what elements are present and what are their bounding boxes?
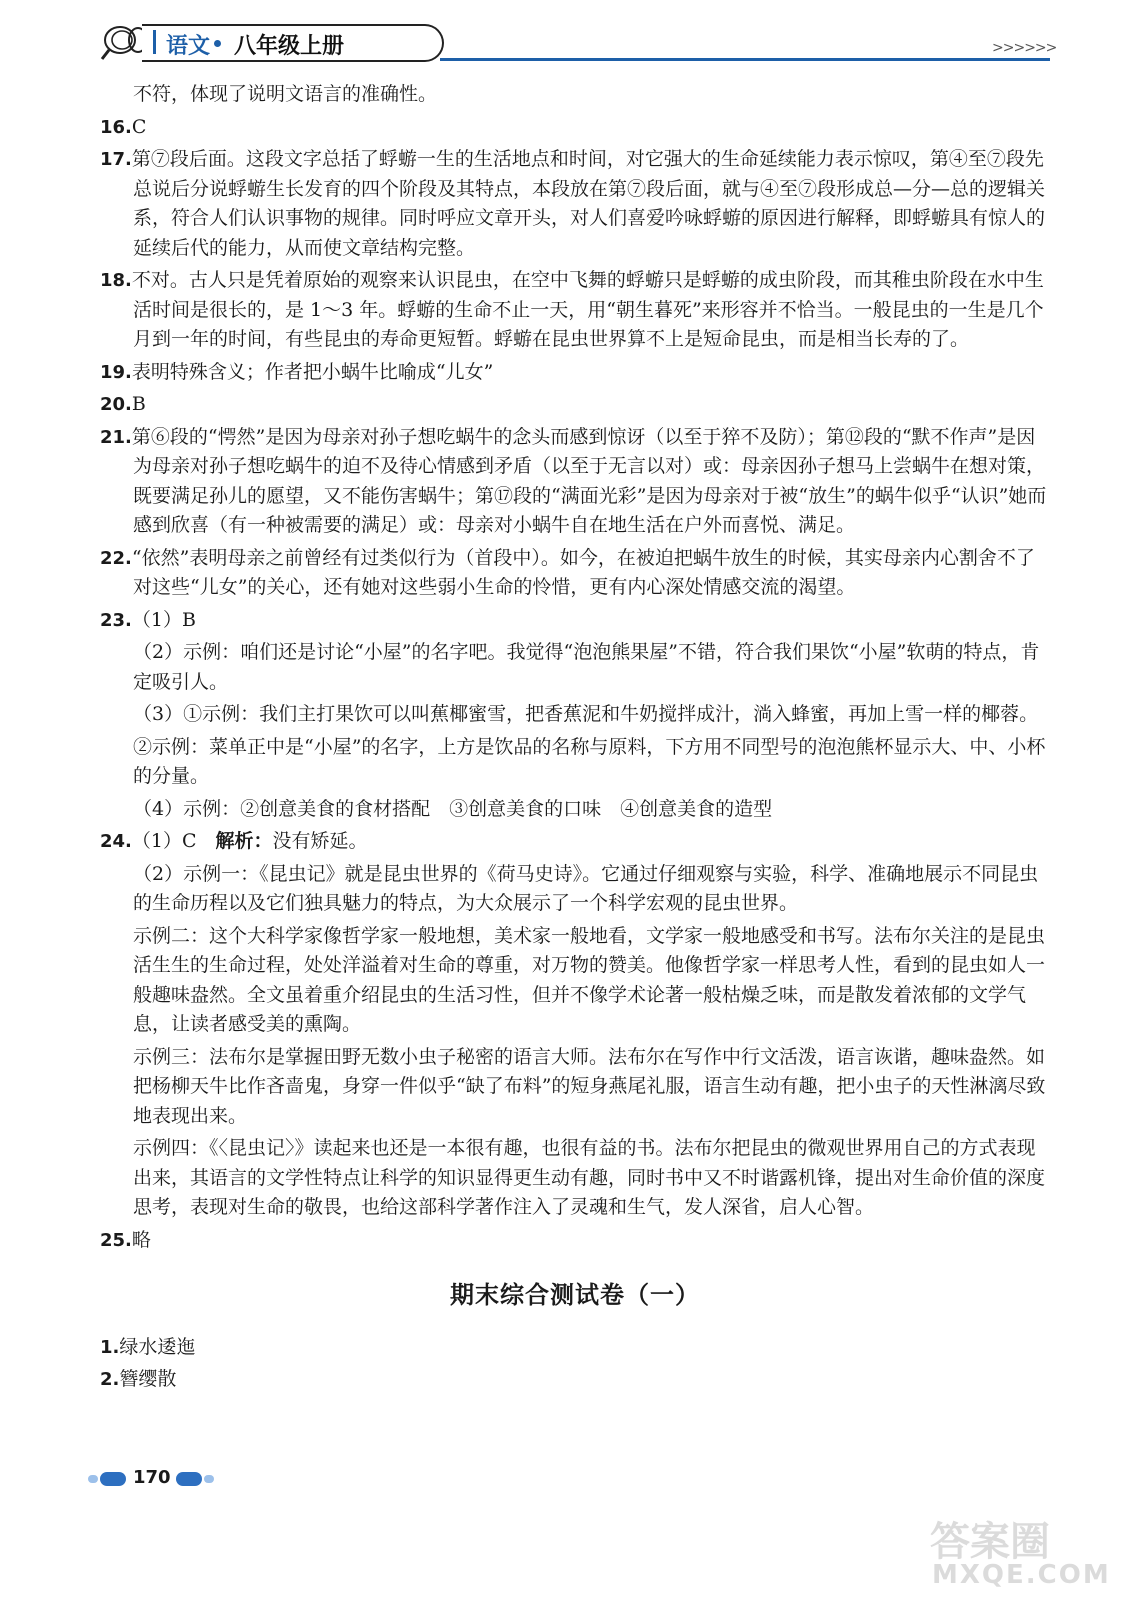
answer-23-part: （3）①示例：我们主打果饮可以叫蕉椰蜜雪，把香蕉泥和牛奶搅拌成汁，淌入蜂蜜，再加上雪一样的椰蓉。 — [133, 703, 1039, 725]
answer-text: 绿水逶迤 — [119, 1335, 196, 1358]
answer-24 — [100, 827, 1050, 857]
page-header — [0, 0, 1122, 80]
page-dot-decoration — [100, 1472, 126, 1486]
page-number: 170 — [133, 1467, 171, 1488]
answer-text: （1）C — [131, 830, 216, 852]
watermark-url: MXQE.COM — [932, 1560, 1111, 1590]
answer-25 — [100, 1226, 1050, 1256]
answer-text: （1）B — [131, 608, 196, 631]
answer-number: 18. — [100, 270, 132, 291]
section-answer-1 — [100, 1333, 1050, 1363]
answer-number: 1. — [100, 1336, 120, 1358]
answer-24-part: 示例三：法布尔是掌握田野无数小虫子秘密的语言大师。法布尔在写作中行文活泼，语言诙谐，趣味盎然。如把杨柳天牛比作吝啬鬼，身穿一件似乎“缺了布料”的短身燕尾礼服，语言生动有趣，把小虫子的天性淋漓尽致地表现出来。 — [133, 1045, 1046, 1127]
header-dot — [214, 40, 221, 47]
answer-text: 不对。古人只是凭着原始的观察来认识昆虫，在空中飞舞的蜉蝣只是蜉蝣的成虫阶段，而其稚虫阶段在水中生活时间是很长的，是 1～3 年。蜉蝣的生命不止一天，用“朝生暮死”来形容并不恰当。一般昆虫的一生是几个月到一年的时间，有些昆虫的寿命更短暂。蜉蝣在昆虫世界算不上是短命昆虫，而是相当长寿的了。 — [131, 269, 1044, 350]
answer-number: 19. — [100, 361, 132, 383]
answer-text: 表明特殊含义；作者把小蜗牛比喻成“儿女” — [131, 360, 494, 383]
analysis-label: 解析： — [215, 830, 273, 852]
answer-22 — [100, 544, 1050, 603]
answer-content — [100, 80, 1050, 1398]
answer-23-part: ②示例：菜单正中是“小屋”的名字，上方是饮品的名称与原料，下方用不同型号的泡泡熊杯显示大、中、小杯的分量。 — [133, 735, 1046, 787]
watermark-logo-text: 答案圈 — [930, 1519, 1050, 1565]
answer-number: 16. — [100, 116, 132, 138]
answer-23-part: （2）示例：咱们还是讨论“小屋”的名字吧。我觉得“泡泡熊果屋”不错，符合我们果饮“小屋”软萌的特点，肯定吸引人。 — [133, 641, 1040, 693]
header-rule — [440, 58, 1050, 61]
page-footer — [100, 1464, 230, 1494]
answer-24-part: 示例二：这个大科学家像哲学家一般地想，美术家一般地看，文学家一般地感受和书写。法布尔关注的是昆虫活生生的生命过程，处处洋溢着对生命的尊重，对万物的赞美。他像哲学家一样思考人性，看到的昆虫如人一般趣味盎然。全文虽着重介绍昆虫的生活习性，但并不像学术论著一般枯燥乏味，而是散发着浓郁的文学气息，让读者感受美的熏陶。 — [133, 924, 1046, 1035]
section-answer-2 — [100, 1365, 1050, 1395]
answer-18 — [100, 266, 1050, 355]
answer-21 — [100, 423, 1050, 541]
section-title: 期末综合测试卷（一） — [450, 1281, 700, 1309]
answer-number: 17. — [100, 149, 132, 170]
watermark — [930, 1510, 1110, 1595]
chevrons-decoration: >>>>>> — [992, 40, 1057, 56]
subject-label: 语文 — [166, 34, 211, 59]
header-separator — [153, 30, 156, 54]
answer-24-part: 示例四：《〈昆虫记〉》读起来也还是一本很有趣，也很有益的书。法布尔把昆虫的微观世界用自己的方式表现出来，其语言的文学性特点让科学的知识显得更生动有趣，同时书中又不时谐露机锋，提出对生命价值的深度思考，表现对生命的敬畏，也给这部科学著作注入了灵魂和生气，发人深省，启人心智。 — [133, 1137, 1046, 1218]
answer-number: 2. — [100, 1369, 120, 1390]
answer-text: 簪缨散 — [119, 1368, 177, 1390]
answer-text: B — [131, 393, 146, 415]
grade-label: 八年级上册 — [234, 34, 345, 59]
answer-number: 20. — [100, 394, 132, 415]
answer-number: 21. — [100, 426, 132, 448]
answer-16 — [100, 113, 1050, 143]
answer-continuation: 不符，体现了说明文语言的准确性。 — [133, 83, 438, 105]
answer-number: 25. — [100, 1229, 132, 1251]
answer-number: 24. — [100, 831, 132, 852]
answer-text: C — [131, 115, 147, 138]
answer-20 — [100, 390, 1050, 420]
answer-text: 第⑦段后面。这段文字总括了蜉蝣一生的生活地点和时间，对它强大的生命延续能力表示惊叹，第④至⑦段先总说后分说蜉蝣生长发育的四个阶段及其特点，本段放在第⑦段后面，就与④至⑦段形成总—分—总的逻辑关系，符合人们认识事物的规律。同时呼应文章开头，对人们喜爱吟咏蜉蝣的原因进行解释，即蜉蝣具有惊人的延续后代的能力，从而使文章结构完整。 — [131, 148, 1046, 259]
answer-17 — [100, 145, 1050, 263]
answer-number: 23. — [100, 609, 132, 631]
answer-text: 略 — [131, 1228, 151, 1251]
answer-24-part: （2）示例一：《昆虫记》就是昆虫世界的《荷马史诗》。它通过仔细观察与实验，科学、准确地展示不同昆虫的生命历程以及它们独具魅力的特点，为大众展示了一个科学宏观的昆虫世界。 — [133, 862, 1039, 914]
answer-19 — [100, 358, 1050, 388]
answer-23-part: （4）示例：②创意美食的食材搭配 ③创意美食的口味 ④创意美食的造型 — [133, 797, 773, 820]
answer-text: 第⑥段的“愕然”是因为母亲对孙子想吃蜗牛的念头而感到惊讶（以至于猝不及防）；第⑫段的“默不作声”是因为母亲对孙子想吃蜗牛的迫不及待心情感到矛盾（以至于无言以对）或：母亲因孙子想马上尝蜗牛在想对策，既要满足孙儿的愿望，又不能伤害蜗牛；第⑰段的“满面光彩”是因为母亲对于被“放生”的蜗牛似乎“认识”她而感到欣喜（有一种被需要的满足）或：母亲对小蜗牛自在地生活在户外而喜悦、满足。 — [131, 425, 1047, 536]
answer-number: 22. — [100, 547, 132, 569]
page-dot-decoration — [176, 1472, 202, 1486]
page-dot-decoration — [204, 1475, 214, 1483]
answer-text: “依然”表明母亲之前曾经有过类似行为（首段中）。如今，在被迫把蜗牛放生的时候，其实母亲内心割舍不了对这些“儿女”的关心，还有她对这些弱小生命的怜惜，更有内心深处情感交流的渴望。 — [131, 546, 1035, 598]
analysis-text: 没有矫延。 — [272, 830, 368, 852]
page-dot-decoration — [88, 1475, 98, 1483]
answer-23 — [100, 606, 1050, 636]
